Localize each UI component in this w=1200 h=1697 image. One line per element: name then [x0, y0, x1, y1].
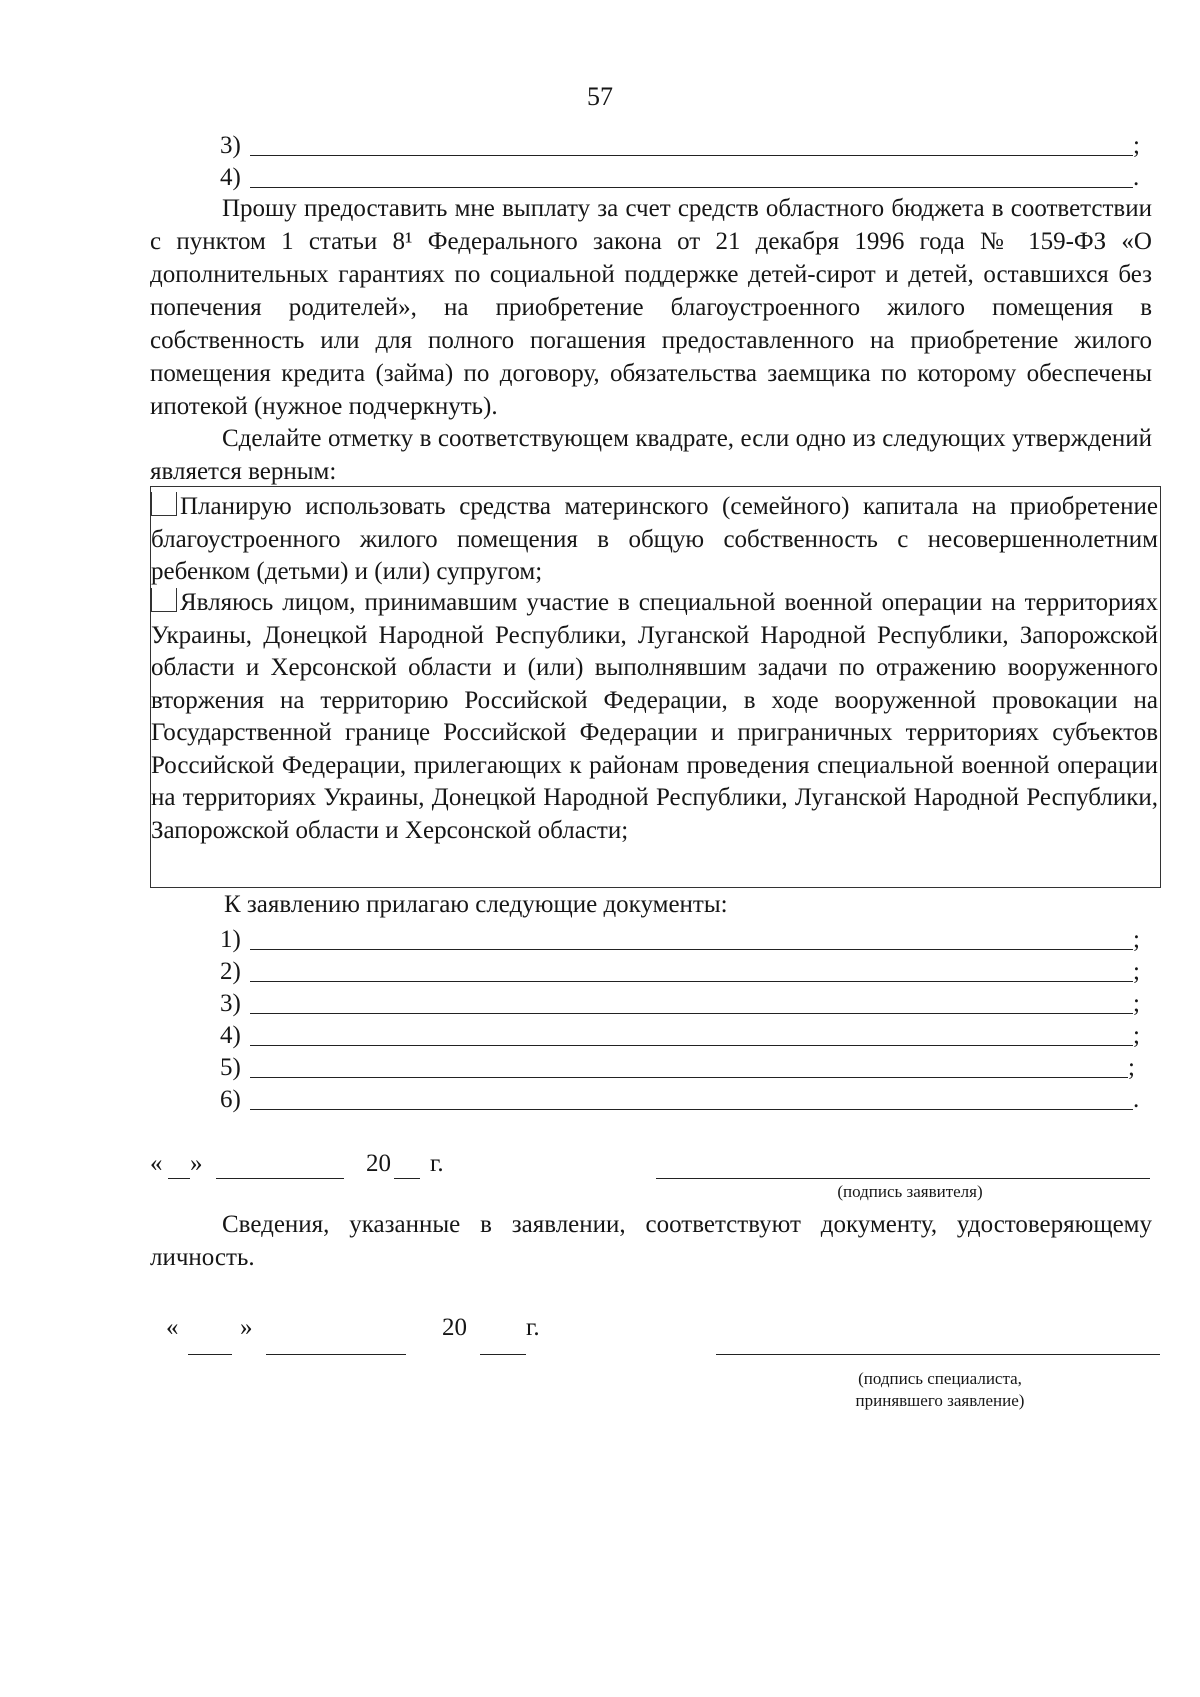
option-item-svo: [151, 587, 1158, 847]
option-checkbox-svo[interactable]: [151, 588, 177, 612]
caption-line-1: (подпись специалиста,: [858, 1369, 1022, 1388]
line-number: 5): [220, 1054, 241, 1081]
caption-line-2: принявшего заявление): [855, 1391, 1025, 1410]
date-quote-open: «: [166, 1314, 179, 1341]
verification-text: Сведения, указанные в заявлении, соответствуют документу, удостоверяющему личность.: [150, 1211, 1152, 1271]
line-number: 4): [220, 164, 241, 191]
attachment-line-1[interactable]: [220, 922, 1145, 954]
year-prefix: 20: [442, 1314, 467, 1341]
line-punctuation: ;: [1133, 926, 1140, 953]
request-paragraph: [150, 192, 1152, 423]
option-item-capital: [151, 491, 1158, 589]
attachment-line-6[interactable]: [220, 1082, 1145, 1114]
request-text: Прошу предоставить мне выплату за счет средств областного бюджета в соответствии с пунктом 1 статьи 8¹ Федерального закона от 21 декабря 1996 года № 159-ФЗ «О дополнительных гарантиях по социальной поддержке детей-сирот и детей, оставшихся без попечения родителей», на приобретение благоустроенного жилого помещения в собственность или для полного погашения предоставленного на приобретение жилого помещения кредита (займа) по договору, обязательства заемщика по которому обеспечены ипотекой (нужное подчеркнуть).: [150, 195, 1152, 420]
continuation-line-4[interactable]: [220, 160, 1145, 192]
line-punctuation: ;: [1133, 132, 1140, 159]
line-punctuation: ;: [1128, 1054, 1135, 1081]
line-punctuation: ;: [1133, 1022, 1140, 1049]
line-number: 3): [220, 132, 241, 159]
date-quote-open: «: [150, 1150, 163, 1177]
option-checkbox-capital[interactable]: [151, 492, 177, 516]
fill-line[interactable]: [250, 165, 1133, 188]
line-punctuation: .: [1133, 164, 1140, 191]
line-punctuation: ;: [1133, 990, 1140, 1017]
date-quote-close: »: [240, 1314, 253, 1341]
page-number: 57: [587, 82, 613, 111]
fill-line[interactable]: [250, 133, 1133, 156]
attachment-line-4[interactable]: [220, 1018, 1145, 1050]
date-quote-close: »: [190, 1150, 203, 1177]
fill-line[interactable]: [250, 991, 1133, 1014]
specialist-signature-line[interactable]: [716, 1354, 1160, 1355]
day-field[interactable]: [168, 1178, 190, 1179]
year-field[interactable]: [394, 1178, 420, 1179]
line-number: 6): [220, 1086, 241, 1113]
year-field[interactable]: [480, 1354, 526, 1355]
verification-paragraph: [150, 1208, 1152, 1274]
attachment-line-5[interactable]: [220, 1050, 1140, 1082]
applicant-signature-caption: (подпись заявителя): [837, 1182, 983, 1201]
options-box: [150, 486, 1161, 888]
fill-line[interactable]: [250, 1055, 1128, 1078]
attachments-heading: К заявлению прилагаю следующие документы:: [224, 891, 728, 918]
fill-line[interactable]: [250, 1087, 1133, 1110]
mark-instruction-text: Сделайте отметку в соответствующем квадрате, если одно из следующих утверждений является верным:: [150, 425, 1152, 485]
applicant-signature-line[interactable]: [656, 1178, 1150, 1179]
line-number: 4): [220, 1022, 241, 1049]
fill-line[interactable]: [250, 927, 1133, 950]
specialist-signature-caption: [800, 1368, 1080, 1412]
fill-line[interactable]: [250, 1023, 1133, 1046]
year-suffix: г.: [526, 1314, 540, 1341]
attachment-line-3[interactable]: [220, 986, 1145, 1018]
attachment-line-2[interactable]: [220, 954, 1145, 986]
continuation-line-3[interactable]: [220, 128, 1145, 160]
mark-instruction: [150, 422, 1152, 488]
line-punctuation: .: [1133, 1086, 1140, 1113]
year-prefix: 20: [366, 1150, 391, 1177]
specialist-date: [166, 1314, 566, 1358]
line-number: 3): [220, 990, 241, 1017]
year-suffix: г.: [430, 1150, 444, 1177]
option-text-svo: Являюсь лицом, принимавшим участие в специальной военной операции на территориях Украины, Донецкой Народной Республики, Луганской Народной Республики, Запорожской области и Херсонской области и (или) выполнявшим задачи по отражению вооруженного вторжения на территорию Российской Федерации, в ходе вооруженной провокации на Государственной границе Российской Федерации и приграничных территориях субъектов Российской Федерации, прилегающих к районам проведения специальной военной операции на территориях Украины, Донецкой Народной Республики, Луганской Народной Республики, Запорожской области и Херсонской области;: [151, 589, 1158, 844]
month-field[interactable]: [216, 1178, 344, 1179]
option-text-capital: Планирую использовать средства материнского (семейного) капитала на приобретение благоустроенного жилого помещения в общую собственность с несовершеннолетним ребенком (детьми) и (или) супругом;: [151, 493, 1158, 585]
line-number: 2): [220, 958, 241, 985]
fill-line[interactable]: [250, 959, 1133, 982]
line-number: 1): [220, 926, 241, 953]
applicant-date: [150, 1150, 450, 1184]
day-field[interactable]: [188, 1354, 232, 1355]
month-field[interactable]: [266, 1354, 406, 1355]
line-punctuation: ;: [1133, 958, 1140, 985]
